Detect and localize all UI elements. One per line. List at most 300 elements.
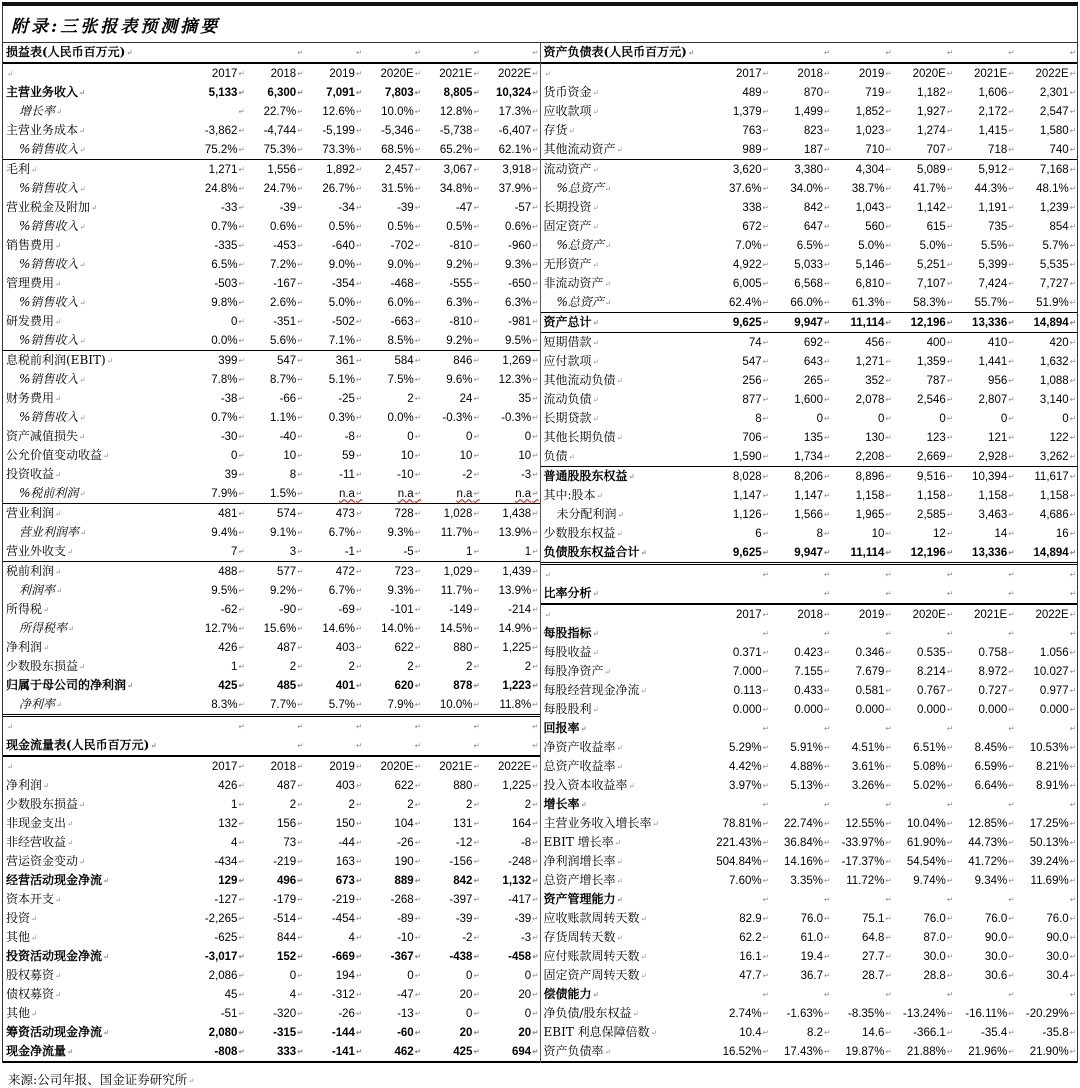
- cell-value: 0 ↵: [770, 409, 831, 428]
- cell-value: 2 ↵: [305, 795, 364, 814]
- cell-value: -438 ↵: [422, 947, 481, 966]
- section-title: 现金流量表(人民币百万元) ↵: [3, 736, 246, 756]
- row-label: 营业利润 ↵: [3, 504, 187, 524]
- cell-value: 4,304 ↵: [831, 160, 892, 180]
- cell-value: 710 ↵: [831, 140, 892, 160]
- cell-value: n.a ↵: [422, 484, 481, 504]
- cell-value: 956 ↵: [954, 371, 1015, 390]
- cell-value: 473 ↵: [305, 504, 364, 524]
- years-header-row: [3, 63, 540, 83]
- cell-value: 22.74% ↵: [770, 814, 831, 833]
- year-header: 2019 ↵: [305, 63, 364, 83]
- cell-value: 5.0% ↵: [831, 236, 892, 255]
- cell-value: 4 ↵: [305, 928, 364, 947]
- cell-value: -13 ↵: [363, 1004, 422, 1023]
- row-label: %销售收入 ↵: [3, 140, 187, 160]
- cell-value: 35 ↵: [481, 389, 540, 408]
- cell-value: 68.5% ↵: [363, 140, 422, 160]
- section-title: 资产负债表(人民币百万元) ↵: [541, 43, 770, 63]
- cell-value: 9.5% ↵: [187, 581, 246, 600]
- cell-value: 9,947 ↵: [770, 543, 831, 564]
- cell-value: 5.0% ↵: [305, 293, 364, 312]
- cell-value: -156 ↵: [422, 852, 481, 871]
- cell-value: -3 ↵: [481, 465, 540, 484]
- cell-value: -57 ↵: [481, 198, 540, 217]
- formatting-mark: [481, 43, 540, 63]
- table-row: [3, 427, 540, 446]
- cell-value: 150 ↵: [305, 814, 364, 833]
- cell-value: 1.056 ↵: [1016, 643, 1077, 662]
- formatting-mark: [831, 43, 892, 63]
- row-label: 其中:股本 ↵: [541, 486, 709, 505]
- cell-value: [893, 985, 954, 1004]
- cell-value: -51 ↵: [187, 1004, 246, 1023]
- cell-value: 10.53% ↵: [1016, 738, 1077, 757]
- cell-value: -39 ↵: [246, 198, 305, 217]
- cell-value: 7,107 ↵: [893, 274, 954, 293]
- cell-value: 87.0 ↵: [893, 928, 954, 947]
- cell-value: 4.42% ↵: [709, 757, 770, 776]
- cell-value: [954, 624, 1015, 643]
- cell-value: -8 ↵: [481, 833, 540, 852]
- cell-value: 1 ↵: [187, 795, 246, 814]
- cell-value: 1,158 ↵: [893, 486, 954, 505]
- cell-value: 0.767 ↵: [893, 681, 954, 700]
- cell-value: 8.21% ↵: [1016, 757, 1077, 776]
- cell-value: 420 ↵: [1016, 333, 1077, 353]
- cell-value: 854 ↵: [1016, 217, 1077, 236]
- year-header: 2017 ↵: [709, 63, 770, 83]
- row-label: 净负债/股东权益 ↵: [541, 1004, 709, 1023]
- cell-value: 45 ↵: [187, 985, 246, 1004]
- cell-value: 8.91% ↵: [1016, 776, 1077, 795]
- cell-value: -502 ↵: [305, 312, 364, 331]
- cell-value: 0.433 ↵: [770, 681, 831, 700]
- cell-value: 3,067 ↵: [422, 160, 481, 180]
- cell-value: 870 ↵: [770, 83, 831, 102]
- row-label: 资产管理能力 ↵: [541, 890, 709, 909]
- section-header-row: [3, 736, 540, 756]
- cell-value: 12.3% ↵: [481, 370, 540, 389]
- cell-value: 1,147 ↵: [770, 486, 831, 505]
- cell-value: 5,133 ↵: [187, 83, 246, 102]
- cell-value: 17.3% ↵: [481, 102, 540, 121]
- cell-value: 1,028 ↵: [422, 504, 481, 524]
- table-row: [541, 217, 1078, 236]
- cell-value: 82.9 ↵: [709, 909, 770, 928]
- formatting-mark: [363, 43, 422, 63]
- row-label: %销售收入 ↵: [3, 217, 187, 236]
- cell-value: 30.0 ↵: [1016, 947, 1077, 966]
- cell-value: 8 ↵: [770, 524, 831, 543]
- table-row: [541, 140, 1078, 160]
- cell-value: [1016, 719, 1077, 738]
- cell-value: 1,158 ↵: [954, 486, 1015, 505]
- cell-value: 129 ↵: [187, 871, 246, 890]
- cell-value: 3.61% ↵: [831, 757, 892, 776]
- cell-value: 10 ↵: [831, 524, 892, 543]
- cell-value: 401 ↵: [305, 676, 364, 695]
- cell-value: 1,142 ↵: [893, 198, 954, 217]
- cell-value: 12.6% ↵: [305, 102, 364, 121]
- cell-value: 823 ↵: [770, 121, 831, 140]
- cell-value: 62.4% ↵: [709, 293, 770, 313]
- cell-value: -320 ↵: [246, 1004, 305, 1023]
- cell-value: -167 ↵: [246, 274, 305, 293]
- section-header-row: [541, 43, 1078, 63]
- cell-value: 2.74% ↵: [709, 1004, 770, 1023]
- cell-value: 1,359 ↵: [893, 352, 954, 371]
- cell-value: 10.0% ↵: [422, 695, 481, 716]
- year-header: 2018 ↵: [770, 604, 831, 624]
- cell-value: 620 ↵: [363, 676, 422, 695]
- cell-value: 487 ↵: [246, 638, 305, 657]
- table-row: [541, 738, 1078, 757]
- page-title: 附录:三张报表预测摘要: [11, 16, 221, 37]
- row-label: 投资收益 ↵: [3, 465, 187, 484]
- cell-value: 0 ↵: [893, 409, 954, 428]
- row-label: 增长率 ↵: [541, 795, 709, 814]
- cell-value: 889 ↵: [363, 871, 422, 890]
- cell-value: 9.5% ↵: [481, 331, 540, 351]
- cell-value: 1,566 ↵: [770, 505, 831, 524]
- cell-value: 30.0 ↵: [954, 947, 1015, 966]
- cell-value: 9.4% ↵: [187, 523, 246, 542]
- years-header-row: [3, 756, 540, 776]
- table-row: [541, 814, 1078, 833]
- cell-value: 7.679 ↵: [831, 662, 892, 681]
- spacer-row: [3, 717, 540, 736]
- table-row: [3, 619, 540, 638]
- cell-value: 673 ↵: [305, 871, 364, 890]
- row-label: 应付账款周转天数 ↵: [541, 947, 709, 966]
- cell-value: 504.84% ↵: [709, 852, 770, 871]
- cell-value: 9.3% ↵: [481, 255, 540, 274]
- cell-value: -44 ↵: [305, 833, 364, 852]
- formatting-mark: [305, 736, 364, 756]
- cell-value: [831, 719, 892, 738]
- cell-value: 47.7 ↵: [709, 966, 770, 985]
- cell-value: 7.60% ↵: [709, 871, 770, 890]
- table-row: [541, 524, 1078, 543]
- source-text: 来源:公司年报、国金证券研究所 ↵: [8, 1072, 195, 1087]
- cell-value: 719 ↵: [831, 83, 892, 102]
- table-row: [3, 160, 540, 180]
- cell-value: [709, 624, 770, 643]
- year-header: 2018 ↵: [246, 63, 305, 83]
- cell-value: 1,439 ↵: [481, 562, 540, 582]
- cell-value: 352 ↵: [831, 371, 892, 390]
- table-row: [3, 408, 540, 427]
- cell-value: 0.0% ↵: [187, 331, 246, 351]
- cell-value: 30.0 ↵: [893, 947, 954, 966]
- cell-value: 34.0% ↵: [770, 179, 831, 198]
- cell-value: 723 ↵: [363, 562, 422, 582]
- year-header: 2022E ↵: [1016, 604, 1077, 624]
- row-label: 管理费用 ↵: [3, 274, 187, 293]
- formatting-mark: [770, 565, 831, 584]
- cell-value: 24 ↵: [422, 389, 481, 408]
- cell-value: 61.90% ↵: [893, 833, 954, 852]
- cell-value: 15.6% ↵: [246, 619, 305, 638]
- year-header: 2021E ↵: [422, 756, 481, 776]
- cell-value: 5,033 ↵: [770, 255, 831, 274]
- cell-value: 28.8 ↵: [893, 966, 954, 985]
- balance-sheet-table: [541, 43, 1078, 565]
- table-row: [541, 121, 1078, 140]
- cell-value: 9.0% ↵: [305, 255, 364, 274]
- year-header: 2020E ↵: [363, 756, 422, 776]
- cell-value: 0.000 ↵: [893, 700, 954, 719]
- cell-value: 2 ↵: [363, 389, 422, 408]
- cell-value: 2,078 ↵: [831, 390, 892, 409]
- table-row: [541, 333, 1078, 353]
- cell-value: -366.1 ↵: [893, 1023, 954, 1042]
- cell-value: -5,346 ↵: [363, 121, 422, 140]
- cell-value: 0.423 ↵: [770, 643, 831, 662]
- cell-value: 728 ↵: [363, 504, 422, 524]
- cell-value: 9.3% ↵: [363, 523, 422, 542]
- table-row: [3, 312, 540, 331]
- formatting-mark: [1016, 43, 1077, 63]
- cell-value: 0 ↵: [187, 446, 246, 465]
- cell-value: 6.59% ↵: [954, 757, 1015, 776]
- cell-value: 1,438 ↵: [481, 504, 540, 524]
- cell-value: 0.000 ↵: [709, 700, 770, 719]
- cell-value: 2 ↵: [422, 795, 481, 814]
- cell-value: 4 ↵: [246, 985, 305, 1004]
- cell-value: 0.5% ↵: [363, 217, 422, 236]
- two-column-layout: [3, 43, 1077, 1063]
- row-label: 研发费用 ↵: [3, 312, 187, 331]
- cell-value: 76.0 ↵: [954, 909, 1015, 928]
- cell-value: 30.6 ↵: [954, 966, 1015, 985]
- cell-value: 5,251 ↵: [893, 255, 954, 274]
- cell-value: 5.7% ↵: [1016, 236, 1077, 255]
- cell-value: 10 ↵: [363, 446, 422, 465]
- formatting-mark: [541, 63, 709, 83]
- cell-value: 131 ↵: [422, 814, 481, 833]
- cell-value: 14.5% ↵: [422, 619, 481, 638]
- formatting-mark: [246, 43, 305, 63]
- cell-value: 11.7% ↵: [422, 523, 481, 542]
- cell-value: -453 ↵: [246, 236, 305, 255]
- cell-value: [954, 985, 1015, 1004]
- cell-value: 6.64% ↵: [954, 776, 1015, 795]
- cell-value: -3 ↵: [481, 928, 540, 947]
- cell-value: -25 ↵: [305, 389, 364, 408]
- cell-value: 6.51% ↵: [893, 738, 954, 757]
- cell-value: -89 ↵: [363, 909, 422, 928]
- row-label: 回报率 ↵: [541, 719, 709, 738]
- row-label: 应付款项 ↵: [541, 352, 709, 371]
- cell-value: 0.000 ↵: [954, 700, 1015, 719]
- cell-value: 12.8% ↵: [422, 102, 481, 121]
- cell-value: 8,896 ↵: [831, 467, 892, 487]
- cell-value: -354 ↵: [305, 274, 364, 293]
- year-header: 2021E ↵: [422, 63, 481, 83]
- cell-value: [831, 795, 892, 814]
- table-row: [541, 428, 1078, 447]
- row-label: 净利率 ↵: [3, 695, 187, 716]
- cell-value: [187, 102, 246, 121]
- row-label: 销售费用 ↵: [3, 236, 187, 255]
- cell-value: 547 ↵: [709, 352, 770, 371]
- cell-value: 2 ↵: [481, 795, 540, 814]
- cell-value: 6.0% ↵: [363, 293, 422, 312]
- cell-value: 66.0% ↵: [770, 293, 831, 313]
- formatting-mark: [954, 43, 1015, 63]
- cell-value: 61.0 ↵: [770, 928, 831, 947]
- cell-value: 0 ↵: [363, 966, 422, 985]
- cell-value: 6.5% ↵: [187, 255, 246, 274]
- cell-value: 9.8% ↵: [187, 293, 246, 312]
- cell-value: 1,191 ↵: [954, 198, 1015, 217]
- cell-value: 14.6 ↵: [831, 1023, 892, 1042]
- cell-value: -468 ↵: [363, 274, 422, 293]
- cell-value: -810 ↵: [422, 236, 481, 255]
- cell-value: 10.0% ↵: [363, 102, 422, 121]
- cell-value: -16.11% ↵: [954, 1004, 1015, 1023]
- row-label: 偿债能力 ↵: [541, 985, 709, 1004]
- cell-value: 7,727 ↵: [1016, 274, 1077, 293]
- cell-value: n.a ↵: [305, 484, 364, 504]
- table-row: [541, 662, 1078, 681]
- cell-value: 6,300 ↵: [246, 83, 305, 102]
- cell-value: 403 ↵: [305, 638, 364, 657]
- table-row: [3, 890, 540, 909]
- cell-value: 0 ↵: [422, 1004, 481, 1023]
- cell-value: [831, 890, 892, 909]
- cell-value: 694 ↵: [481, 1042, 540, 1062]
- cell-value: -454 ↵: [305, 909, 364, 928]
- table-row: [541, 643, 1078, 662]
- cell-value: 8.7% ↵: [246, 370, 305, 389]
- cell-value: 14.16% ↵: [770, 852, 831, 871]
- table-row: [3, 833, 540, 852]
- formatting-mark: [422, 717, 481, 736]
- cell-value: 0.346 ↵: [831, 643, 892, 662]
- cell-value: 1,088 ↵: [1016, 371, 1077, 390]
- formatting-mark: [246, 736, 305, 756]
- cell-value: 2,208 ↵: [831, 447, 892, 467]
- cell-value: -5,738 ↵: [422, 121, 481, 140]
- cell-value: 1,223 ↵: [481, 676, 540, 695]
- cell-value: -144 ↵: [305, 1023, 364, 1042]
- cell-value: [893, 890, 954, 909]
- row-label: %总资产 ↵: [541, 236, 709, 255]
- table-row: [3, 638, 540, 657]
- cell-value: -315 ↵: [246, 1023, 305, 1042]
- formatting-mark: [363, 717, 422, 736]
- cell-value: -30 ↵: [187, 427, 246, 446]
- cell-value: 10 ↵: [422, 446, 481, 465]
- table-row: [541, 1042, 1078, 1062]
- cell-value: 156 ↵: [246, 814, 305, 833]
- row-label: 营业利润率 ↵: [3, 523, 187, 542]
- cell-value: 4,686 ↵: [1016, 505, 1077, 524]
- cell-value: 11.72% ↵: [831, 871, 892, 890]
- table-row: [3, 928, 540, 947]
- cell-value: 132 ↵: [187, 814, 246, 833]
- row-label: 净利润 ↵: [3, 776, 187, 795]
- cell-value: 20 ↵: [481, 1023, 540, 1042]
- cell-value: -17.37% ↵: [831, 852, 892, 871]
- cell-value: 164 ↵: [481, 814, 540, 833]
- cell-value: 19.87% ↵: [831, 1042, 892, 1062]
- table-row: [3, 581, 540, 600]
- table-row: [3, 217, 540, 236]
- year-header: 2020E ↵: [893, 63, 954, 83]
- row-label: 其他流动负债 ↵: [541, 371, 709, 390]
- year-header: 2020E ↵: [363, 63, 422, 83]
- cell-value: -179 ↵: [246, 890, 305, 909]
- cell-value: 7.8% ↵: [187, 370, 246, 389]
- table-row: [3, 274, 540, 293]
- cell-value: 3,262 ↵: [1016, 447, 1077, 467]
- cell-value: 8,028 ↵: [709, 467, 770, 487]
- cell-value: 37.9% ↵: [481, 179, 540, 198]
- cell-value: 0.3% ↵: [305, 408, 364, 427]
- cell-value: -39 ↵: [363, 198, 422, 217]
- cell-value: 39.24% ↵: [1016, 852, 1077, 871]
- formatting-mark: [481, 717, 540, 736]
- table-row: [541, 1023, 1078, 1042]
- cell-value: 36.7 ↵: [770, 966, 831, 985]
- cell-value: [1016, 985, 1077, 1004]
- cell-value: 361 ↵: [305, 351, 364, 371]
- cell-value: 425 ↵: [422, 1042, 481, 1062]
- formatting-mark: [305, 43, 364, 63]
- cell-value: [893, 795, 954, 814]
- table-row: [3, 909, 540, 928]
- cell-value: 735 ↵: [954, 217, 1015, 236]
- cell-value: -810 ↵: [422, 312, 481, 331]
- cell-value: 7.000 ↵: [709, 662, 770, 681]
- formatting-mark: [541, 565, 709, 584]
- row-label: 流动负债 ↵: [541, 390, 709, 409]
- row-label: 每股股利 ↵: [541, 700, 709, 719]
- spacer-row: [541, 565, 1078, 584]
- cell-value: 1.1% ↵: [246, 408, 305, 427]
- cell-value: 8.972 ↵: [954, 662, 1015, 681]
- formatting-mark: [3, 756, 187, 776]
- cell-value: n.a ↵: [363, 484, 422, 504]
- cell-value: 0.0% ↵: [363, 408, 422, 427]
- table-row: [541, 102, 1078, 121]
- year-header: 2022E ↵: [1016, 63, 1077, 83]
- cell-value: 9.2% ↵: [246, 581, 305, 600]
- cell-value: 0.6% ↵: [481, 217, 540, 236]
- table-row: [541, 505, 1078, 524]
- cell-value: 58.3% ↵: [893, 293, 954, 313]
- cell-value: 2 ↵: [305, 657, 364, 676]
- cell-value: -35.4 ↵: [954, 1023, 1015, 1042]
- cell-value: -555 ↵: [422, 274, 481, 293]
- cell-value: 221.43% ↵: [709, 833, 770, 852]
- row-label: 长期贷款 ↵: [541, 409, 709, 428]
- cell-value: [709, 985, 770, 1004]
- cell-value: 12.85% ↵: [954, 814, 1015, 833]
- cell-value: -69 ↵: [305, 600, 364, 619]
- table-row: [3, 776, 540, 795]
- cell-value: 2 ↵: [363, 795, 422, 814]
- cell-value: 1,892 ↵: [305, 160, 364, 180]
- cell-value: -35.8 ↵: [1016, 1023, 1077, 1042]
- cell-value: 12.55% ↵: [831, 814, 892, 833]
- balance-sheet-table: [541, 43, 1078, 565]
- row-label: 存货周转天数 ↵: [541, 928, 709, 947]
